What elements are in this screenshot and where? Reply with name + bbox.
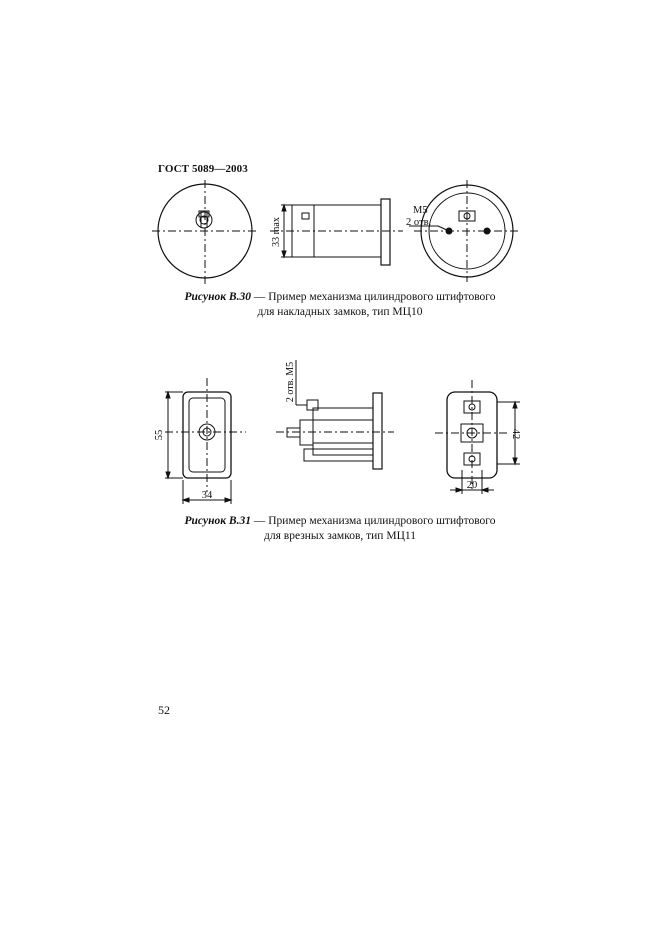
- dim-42: 42: [510, 428, 521, 440]
- fig-b31-front-view: [165, 378, 246, 504]
- callout-2-holes: 2 отв.: [406, 217, 432, 228]
- fig-b31-rear-view: [435, 380, 520, 494]
- figure-b31-caption: [160, 514, 520, 544]
- callout-m5: М5: [413, 205, 428, 216]
- figure-b30-label: Рисунок В.30: [184, 291, 251, 303]
- fig-b30-rear-view: [409, 180, 520, 282]
- figure-b30-caption-line1: — Пример механизма цилиндрового штифтового: [253, 291, 496, 303]
- figure-b30-caption: [160, 290, 520, 320]
- figure-b31-caption-line1: — Пример механизма цилиндрового штифтового: [253, 515, 496, 527]
- fig-b30-side-view: [270, 199, 403, 265]
- fig-b30-front-view: [152, 180, 258, 284]
- figure-b31-caption-line2: для врезных замков, тип МЦ11: [264, 530, 416, 542]
- figure-b31-label: Рисунок В.31: [184, 515, 251, 527]
- dim-33-max: 33 max: [271, 217, 282, 247]
- document-header: ГОСТ 5089—2003: [158, 163, 248, 175]
- dim-20: 20: [466, 480, 478, 491]
- dim-34: 34: [201, 490, 213, 501]
- dim-55: 55: [154, 429, 165, 441]
- figure-b30-caption-line2: для накладных замков, тип МЦ10: [257, 306, 423, 318]
- dim-2-holes-m5: 2 отв. М5: [285, 361, 296, 403]
- page-number: 52: [158, 703, 170, 717]
